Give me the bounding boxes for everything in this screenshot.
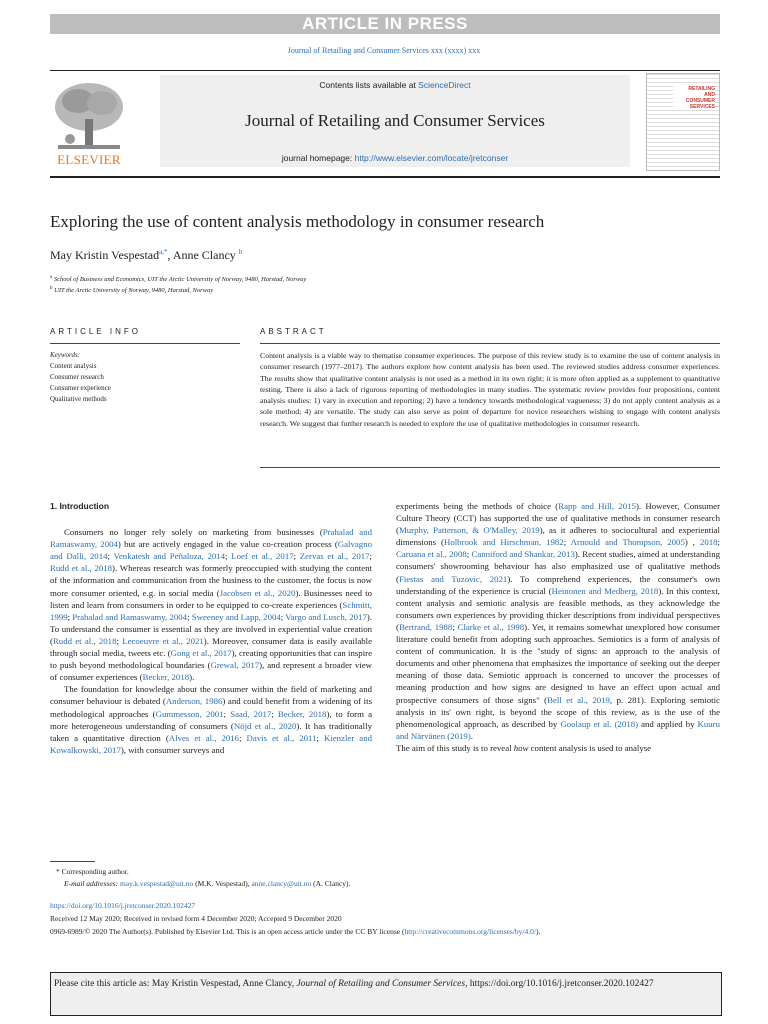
text-run: experiments being the methods of choice ( bbox=[396, 501, 559, 511]
text-run: ; bbox=[563, 537, 571, 548]
citation-ref-link[interactable]: Gong et al., 2017 bbox=[170, 648, 232, 659]
keywords-block bbox=[50, 350, 111, 405]
text-run: ; bbox=[369, 551, 372, 562]
emphasis-text: how bbox=[513, 742, 529, 753]
citation-ref-link[interactable]: Sweeney and Lapp, 2004 bbox=[191, 611, 281, 622]
citation-ref-link[interactable]: Galvagno and Dalli, 2014 bbox=[50, 539, 372, 562]
masthead-center bbox=[160, 75, 630, 167]
corresponding-author-note: * Corresponding author. bbox=[56, 867, 129, 876]
cover-line: RETAILING bbox=[688, 86, 715, 92]
text-run: ; bbox=[116, 635, 123, 646]
abstract-header: ABSTRACT bbox=[260, 327, 327, 336]
email-owner: (A. Clancy). bbox=[311, 879, 351, 888]
citation-ref-link[interactable]: Gummesson, 2001 bbox=[155, 708, 224, 719]
citation-journal: Journal of Retailing and Consumer Services bbox=[296, 979, 466, 989]
text-run: . bbox=[470, 730, 473, 741]
text-run: ; bbox=[293, 551, 300, 562]
citation-ref-link[interactable]: Becker, 2018 bbox=[142, 672, 190, 683]
affiliation-a bbox=[50, 275, 306, 283]
citation-ref-link[interactable]: Murphy, Patterson, & O'Malley, 2019 bbox=[398, 525, 540, 536]
citation-ref-link[interactable]: Lecoeuvre et al., 2021 bbox=[122, 635, 204, 646]
text-run: ; bbox=[239, 732, 247, 743]
text-run: The foundation for knowledge about the consumer within the field of marketing and consumer behaviour is debated ( bbox=[50, 684, 372, 707]
author-list bbox=[50, 248, 242, 263]
email-link[interactable]: may.k.vespestad@uit.no bbox=[119, 879, 194, 888]
homepage-url-link[interactable]: http://www.elsevier.com/locate/jretconser bbox=[354, 153, 509, 163]
journal-homepage-line bbox=[160, 153, 630, 163]
cover-line: AND bbox=[704, 92, 715, 98]
keyword: Consumer experience bbox=[50, 384, 111, 392]
text-run: ; bbox=[225, 551, 232, 562]
keyword: Content analysis bbox=[50, 362, 97, 370]
text-run: ; bbox=[466, 549, 472, 560]
journal-masthead bbox=[50, 70, 720, 178]
citation-ref-link[interactable]: Rudd et al., 2018 bbox=[50, 563, 113, 574]
abstract-bottom-rule bbox=[260, 467, 720, 468]
journal-reference-link[interactable]: Journal of Retailing and Consumer Services xxx (xxxx) xxx bbox=[287, 46, 481, 55]
text-run: ; bbox=[187, 611, 192, 622]
citation-ref-link[interactable]: Fiestas and Tuzovic, 2021 bbox=[398, 573, 508, 584]
citation-ref-link[interactable]: Zervas et al., 2017 bbox=[299, 551, 370, 562]
citation-box bbox=[50, 972, 722, 1016]
text-run: ; bbox=[280, 611, 286, 622]
author-name[interactable]: May Kristin Vespestad bbox=[50, 248, 160, 262]
received-dates: Received 12 May 2020; Received in revised form 4 December 2020; Accepted 9 December 2020 bbox=[50, 914, 342, 923]
citation-ref-link[interactable]: Arnould and Thompson, 2005 bbox=[570, 537, 685, 548]
contents-prefix: Contents lists available at bbox=[319, 80, 419, 90]
citation-ref-link[interactable]: Kienzler and Kowalkowski, 2017 bbox=[50, 732, 372, 755]
citation-ref-link[interactable]: Venkatesh and Peñaloza, 2014 bbox=[113, 551, 226, 562]
article-in-press-banner: ARTICLE IN PRESS bbox=[50, 14, 720, 34]
email-label: E-mail addresses: bbox=[64, 879, 120, 888]
text-run: ; bbox=[67, 611, 73, 622]
license-suffix: ). bbox=[535, 927, 541, 936]
text-run: ). Yet, it remains somewhat unexplored how consumer literature could benefit from adopting such approaches. Semiotics is a form of analysis of content of communication. It is the "study of signs: an approach to the analysis of documents and other phenomena that emphasizes the importance of seeking out the deeper meaning of those data. Semiotic approach is concerned to uncover the processes of meaning production and how signs are designed to have an effect upon actual and prospective consumers of those signs" ( bbox=[396, 621, 720, 705]
affiliation-marker: b bbox=[50, 286, 53, 291]
keyword: Consumer research bbox=[50, 373, 104, 381]
license-note bbox=[50, 926, 540, 937]
citation-ref-link[interactable]: Saad, 2017 bbox=[230, 708, 272, 719]
text-run: and applied by bbox=[638, 718, 698, 729]
text-run: ). However, Consumer Culture Theory (CCT) has supported the use of qualitative methods in consumer research ( bbox=[396, 501, 720, 536]
elsevier-wordmark: ELSEVIER bbox=[57, 152, 121, 167]
email-link[interactable]: anne.clancy@uit.no bbox=[251, 879, 312, 888]
info-rule bbox=[50, 343, 240, 344]
citation-ref-link[interactable]: Loef et al., 2017 bbox=[231, 551, 294, 562]
text-run: ). It has traditionally taken a quantitative direction ( bbox=[50, 720, 372, 743]
text-run: ) , bbox=[684, 537, 700, 548]
citation-ref-link[interactable]: Davis et al., 2011 bbox=[246, 732, 317, 743]
text-run: ; bbox=[452, 621, 458, 632]
affiliation-marker: a bbox=[50, 275, 53, 280]
license-url-link[interactable]: http://creativecommons.org/licenses/by/4.0/ bbox=[404, 927, 536, 936]
email-note bbox=[64, 878, 350, 889]
citation-ref-link[interactable]: Goolaup et al. (2018) bbox=[560, 718, 639, 729]
citation-ref-link[interactable]: Prahalad and Ramaswamy, 2004 bbox=[50, 527, 372, 550]
author-affiliation-marker[interactable]: a,* bbox=[159, 248, 168, 256]
citation-ref-link[interactable]: Kuuru and Närvänen (2019) bbox=[396, 718, 720, 741]
cover-line: CONSUMER bbox=[685, 98, 715, 104]
footnote-rule bbox=[50, 861, 95, 862]
cover-line: SERVICES bbox=[689, 104, 715, 110]
text-run: ), with consumer surveys and bbox=[120, 744, 225, 755]
text-run: ). In this context, content analysis and semiotic analysis are feasible methods, as they acknowledge the consumers own experiences by providing thicker descriptions from individual perspectives ( bbox=[396, 585, 720, 632]
text-run: ; bbox=[223, 708, 231, 719]
citation-ref-link[interactable]: Nöjd et al., 2020 bbox=[233, 720, 297, 731]
text-run: ), as it adheres to sociocultural and experiential dimensions ( bbox=[396, 525, 720, 548]
paragraph bbox=[396, 500, 720, 742]
citation-ref-link[interactable]: Jacobsen et al., 2020 bbox=[219, 587, 296, 598]
citation-ref-link[interactable]: Holbrook and Hirschman, 1982 bbox=[443, 537, 564, 548]
citation-ref-link[interactable]: Alves et al., 2016 bbox=[168, 732, 240, 743]
text-run: ). bbox=[189, 672, 195, 683]
citation-suffix: , https://doi.org/10.1016/j.jretconser.2020.102427 bbox=[465, 979, 654, 989]
keywords-label: Keywords: bbox=[50, 351, 81, 359]
doi-link[interactable]: https://doi.org/10.1016/j.jretconser.2020.102427 bbox=[50, 901, 196, 910]
text-run: ). Whereas research was formerly preoccupied with studying the content of the information and communication from the business to the customer, the focus is now more consumer oriented, e.g. in social media ( bbox=[50, 563, 372, 598]
abstract-rule bbox=[260, 343, 720, 344]
abstract-text: Content analysis is a viable way to thematise consumer experiences. The purpose of this review study is to examine the use of content analysis in consumer research (1977–2017). The authors explore how content analysis has been used. The reviewed studies address consumer experiences. The results show that qualitative content analysis is not used as a method in its own right; it is more often applied as a supplement to quantitative testing. There is also a lack of rigorous reporting of methodologies in many studies. The systematic review provides four propositions, content analysis studies: 1) vary in execution and reporting; 2) have a tendency towards methodological vagueness; 3) do not apply content analysis as a sole method; 4) are versatile. The study can also serve as point of departure for novice researchers wishing to engage with content analysis research. We suggest that further research is needed to explore the use of qualitative methodologies in consumer research. bbox=[260, 351, 720, 428]
text-run: , p. 281). Exploring semiotic analysis in its' own right, is beyond the scope of this review, as is the use of the phenomenological approach, as described by bbox=[396, 694, 720, 729]
text-run: ) but are actively engaged in the value co-creation process ( bbox=[117, 539, 338, 550]
author-affiliation-marker[interactable]: b bbox=[238, 248, 243, 256]
text-run: ). To understand the consumer is essential as they are involved in experiential value creation ( bbox=[50, 611, 372, 646]
paragraph bbox=[50, 683, 372, 756]
license-prefix: 0969-6989/© 2020 The Author(s). Published by Elsevier Ltd. This is an open access article under the CC BY license ( bbox=[50, 927, 405, 936]
citation-ref-link[interactable]: Caruana et al., 2008 bbox=[396, 549, 467, 560]
citation-ref-link[interactable]: Grewal, 2017 bbox=[210, 660, 260, 671]
text-run: ), to form a more heterogeneous understanding of consumers ( bbox=[50, 708, 372, 731]
affiliation-b bbox=[50, 286, 213, 294]
text-run: ). Moreover, consumer data is easily available through social media, tweets etc. ( bbox=[50, 635, 373, 659]
cover-title bbox=[673, 86, 715, 110]
author-name[interactable]: Anne Clancy bbox=[172, 248, 236, 262]
citation-ref-link[interactable]: Vargo and Lusch, 2017 bbox=[285, 611, 367, 622]
text-run: content analysis is used to analyse bbox=[528, 742, 652, 753]
text-run: ; bbox=[271, 708, 278, 719]
citation-ref-link[interactable]: Bell et al., 2019 bbox=[547, 694, 610, 705]
paragraph bbox=[396, 742, 720, 754]
citation-ref-link[interactable]: Schmitt, 1999 bbox=[50, 599, 372, 622]
citation-ref-link[interactable]: Becker, 2018 bbox=[277, 708, 327, 719]
author-separator: , bbox=[167, 248, 173, 262]
citation-ref-link[interactable]: Canniford and Shankar, 2013 bbox=[471, 549, 575, 560]
citation-ref-link[interactable]: Rapp and Hill, 2015 bbox=[558, 501, 636, 511]
text-run: The aim of this study is to reveal bbox=[396, 742, 514, 753]
citation-ref-link[interactable]: Anderson, 1986 bbox=[165, 696, 223, 707]
citation-ref-link[interactable]: Rudd et al., 2018 bbox=[52, 635, 117, 646]
text-run: ). To comprehend experiences, the consumer's own understanding of the experience is crucial ( bbox=[396, 573, 720, 596]
keyword: Qualitative methods bbox=[50, 395, 107, 403]
sciencedirect-link[interactable]: ScienceDirect bbox=[418, 80, 471, 90]
citation-ref-link[interactable]: Heinonen and Medberg, 2018 bbox=[551, 585, 659, 596]
text-run: ; bbox=[316, 732, 324, 743]
homepage-label: journal homepage: bbox=[281, 153, 355, 163]
article-title: Exploring the use of content analysis methodology in consumer research bbox=[50, 212, 545, 231]
text-run: ) and could benefit from a widening of its methodological approaches ( bbox=[50, 696, 372, 719]
section-heading-introduction: 1. Introduction bbox=[50, 501, 110, 511]
contents-list-line bbox=[160, 80, 630, 90]
citation-prefix: Please cite this article as: May Kristin Vespestad, Anne Clancy, bbox=[54, 979, 297, 989]
text-run: ). Businesses need to listen and learn from consumers in order to be equipped to co-create experiences ( bbox=[50, 587, 372, 610]
body-column-right bbox=[396, 500, 720, 754]
paragraph bbox=[50, 526, 372, 683]
text-run: ), and represent a broader view of consumer experiences ( bbox=[50, 660, 372, 683]
text-run: ; bbox=[717, 537, 720, 548]
affiliation-text: UIT the Arctic University of Norway, 9480, Harstad, Norway bbox=[54, 287, 214, 295]
body-column-left bbox=[50, 500, 372, 756]
text-run: ). Recent studies, aimed at understanding consumers' showrooming behaviour has also emphasized use of qualitative methods ( bbox=[396, 549, 720, 584]
journal-title: Journal of Retailing and Consumer Services bbox=[245, 111, 545, 130]
affiliation-text: School of Business and Economics, UIT the Arctic University of Norway, 9480, Harstad, Norway bbox=[53, 276, 307, 284]
email-owner: (M.K. Vespestad), bbox=[193, 879, 252, 888]
article-info-header: ARTICLE INFO bbox=[50, 327, 141, 336]
citation-text bbox=[54, 977, 716, 991]
citation-ref-link[interactable]: Prahalad and Ramaswamy, 2004 bbox=[72, 611, 188, 622]
text-run: ), creating opportunities that can inspire to push beyond methodological boundaries ( bbox=[50, 648, 372, 671]
citation-ref-link[interactable]: 2018 bbox=[699, 537, 718, 548]
citation-ref-link[interactable]: Bertrand, 1988 bbox=[398, 621, 453, 632]
text-run: Consumers no longer rely solely on marketing from businesses ( bbox=[64, 527, 323, 538]
journal-cover-thumbnail bbox=[646, 73, 720, 171]
citation-ref-link[interactable]: Clarke et al., 1998 bbox=[457, 621, 525, 632]
text-run: ; bbox=[107, 551, 114, 562]
